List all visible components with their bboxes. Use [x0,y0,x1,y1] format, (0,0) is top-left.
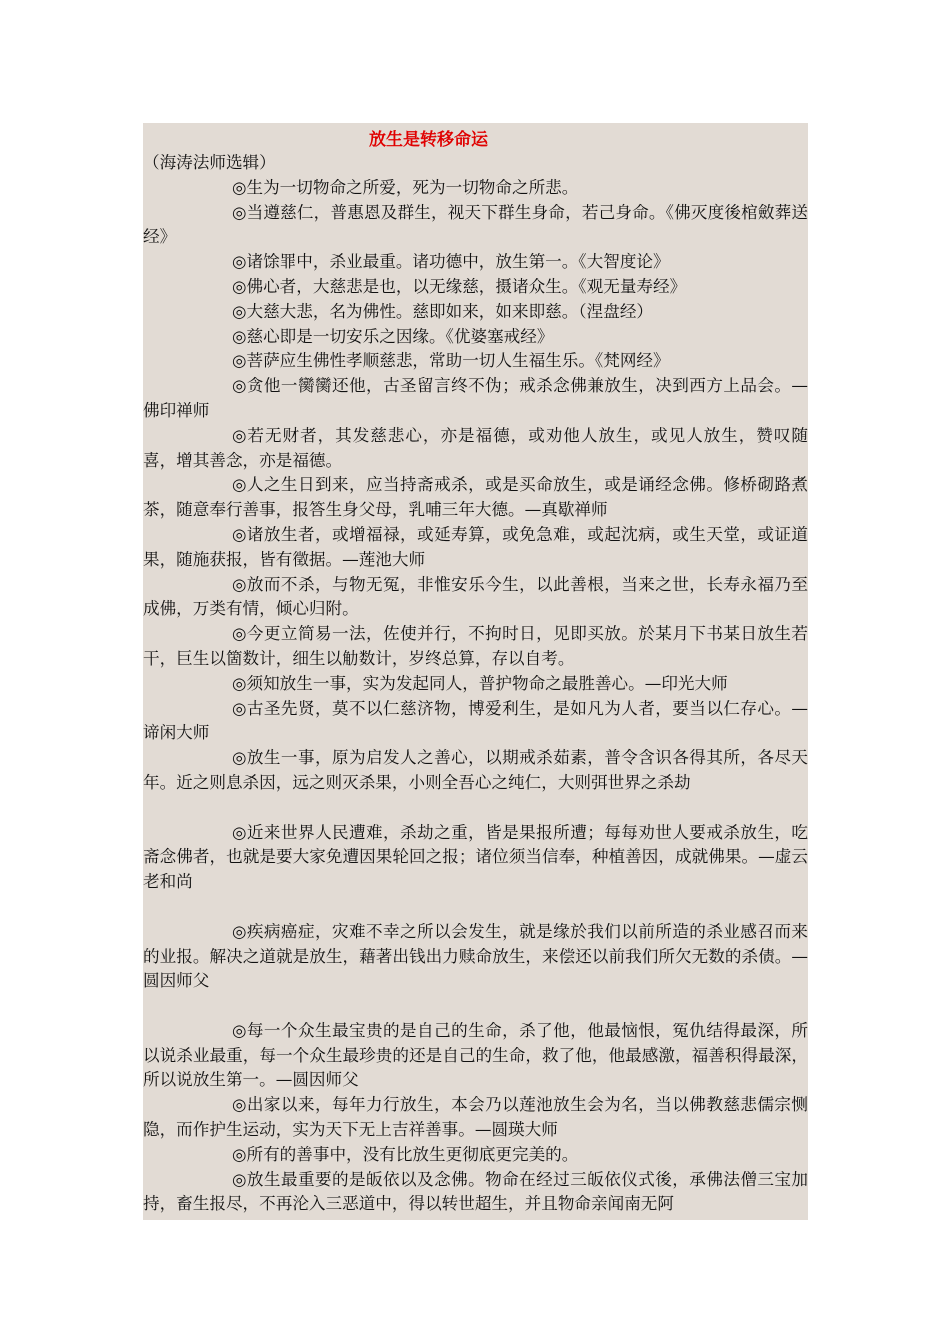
blank-line [143,994,808,1019]
paragraph: ◎近来世界人民遭难，杀劫之重，皆是果报所遭；每每劝世人要戒杀放生，吃斋念佛者，也就是要大家免遭因果轮回之报；诸位须当信奉，种植善因，成就佛果。—虚云老和尚 [143,822,808,892]
blank-line [143,796,808,821]
paragraph: ◎今更立简易一法，佐使并行，不拘时日，见即买放。於某月下书某日放生若干，巨生以箇数计，细生以觔数计，岁终总算，存以自考。 [143,624,808,668]
paragraph: ◎放生最重要的是皈依以及念佛。物命在经过三皈依仪式後，承佛法僧三宝加持，畜生报尽，不再沦入三恶道中，得以转世超生，并且物命亲闻南无阿 [143,1169,808,1214]
paragraph: ◎慈心即是一切安乐之因缘。《优婆塞戒经》 [232,326,554,346]
document-title: 放生是转移命运 [369,130,488,150]
paragraph: ◎所有的善事中，没有比放生更彻底更完美的。 [232,1144,579,1164]
paragraph: ◎古圣先贤，莫不以仁慈济物，博爱利生，是如凡为人者，要当以仁存心。—谛闲大师 [143,698,808,743]
paragraph: ◎诸放生者，或增福禄，或延寿算，或免急难，或起沈病，或生天堂，或证道果，随施获报，皆有徵据。—莲池大师 [143,524,808,569]
paragraph: ◎须知放生一事，实为发起同人，普护物命之最胜善心。—印光大师 [232,673,728,693]
paragraph: ◎若无财者，其发慈悲心，亦是福德，或劝他人放生，或见人放生，赞叹随喜，增其善念，亦是福德。 [143,425,808,470]
paragraph: ◎出家以来，每年力行放生，本会乃以莲池放生会为名，当以佛教慈悲儒宗恻隐，而作护生运动，实为天下无上吉祥善事。—圆瑛大师 [143,1095,808,1140]
paragraph: ◎当遵慈仁，普惠恩及群生，视天下群生身命，若己身命。《佛灭度後棺斂葬送经》 [143,202,808,247]
paragraph: ◎贪他一臠臠还他，古圣留言终不伪；戒杀念佛兼放生，决到西方上品会。—佛印禅师 [143,376,808,420]
paragraph: ◎菩萨应生佛性孝顺慈悲，常助一切人生福生乐。《梵网经》 [232,351,670,371]
paragraph: ◎人之生日到来，应当持斋戒杀，或是买命放生，或是诵经念佛。修桥砌路煮茶，随意奉行善事，报答生身父母，乳哺三年大德。—真歇禅师 [143,475,808,520]
paragraph: ◎疾病癌症，灾难不幸之所以会发生，就是缘於我们以前所造的杀业感召而来的业报。解决之道就是放生，藉著出钱出力赎命放生，来偿还以前我们所欠无数的杀债。—圆因师父 [143,921,808,991]
paragraph: ◎放而不杀，与物无冤，非惟安乐今生，以此善根，当来之世，长寿永福乃至成佛，万类有情，倾心归附。 [143,574,808,619]
paragraph-list [143,176,808,1217]
paragraph: ◎佛心者，大慈悲是也，以无缘慈，摄诸众生。《观无量寿经》 [232,276,687,296]
byline: （海涛法师选辑） [143,153,276,172]
blank-line [143,895,808,920]
paragraph: ◎生为一切物命之所爱，死为一切物命之所悲。 [232,177,579,197]
paragraph: ◎大慈大悲，名为佛性。慈即如来，如来即慈。（涅盘经） [232,301,654,321]
paragraph: ◎放生一事，原为启发人之善心，以期戒杀茹素，普令含识各得其所，各尽天年。近之则息杀因，远之则灭杀果，小则全吾心之纯仁，大则弭世界之杀劫 [143,748,808,792]
paragraph: ◎诸馀罪中，杀业最重。诸功德中，放生第一。《大智度论》 [232,252,670,272]
paragraph: ◎每一个众生最宝贵的是自己的生命，杀了他，他最恼恨，冤仇结得最深，所以说杀业最重，每一个众生最珍贵的还是自己的生命，救了他，他最感激，福善积得最深，所以说放生第一。—圆因师父 [143,1020,808,1090]
document-text-box [143,123,808,1220]
